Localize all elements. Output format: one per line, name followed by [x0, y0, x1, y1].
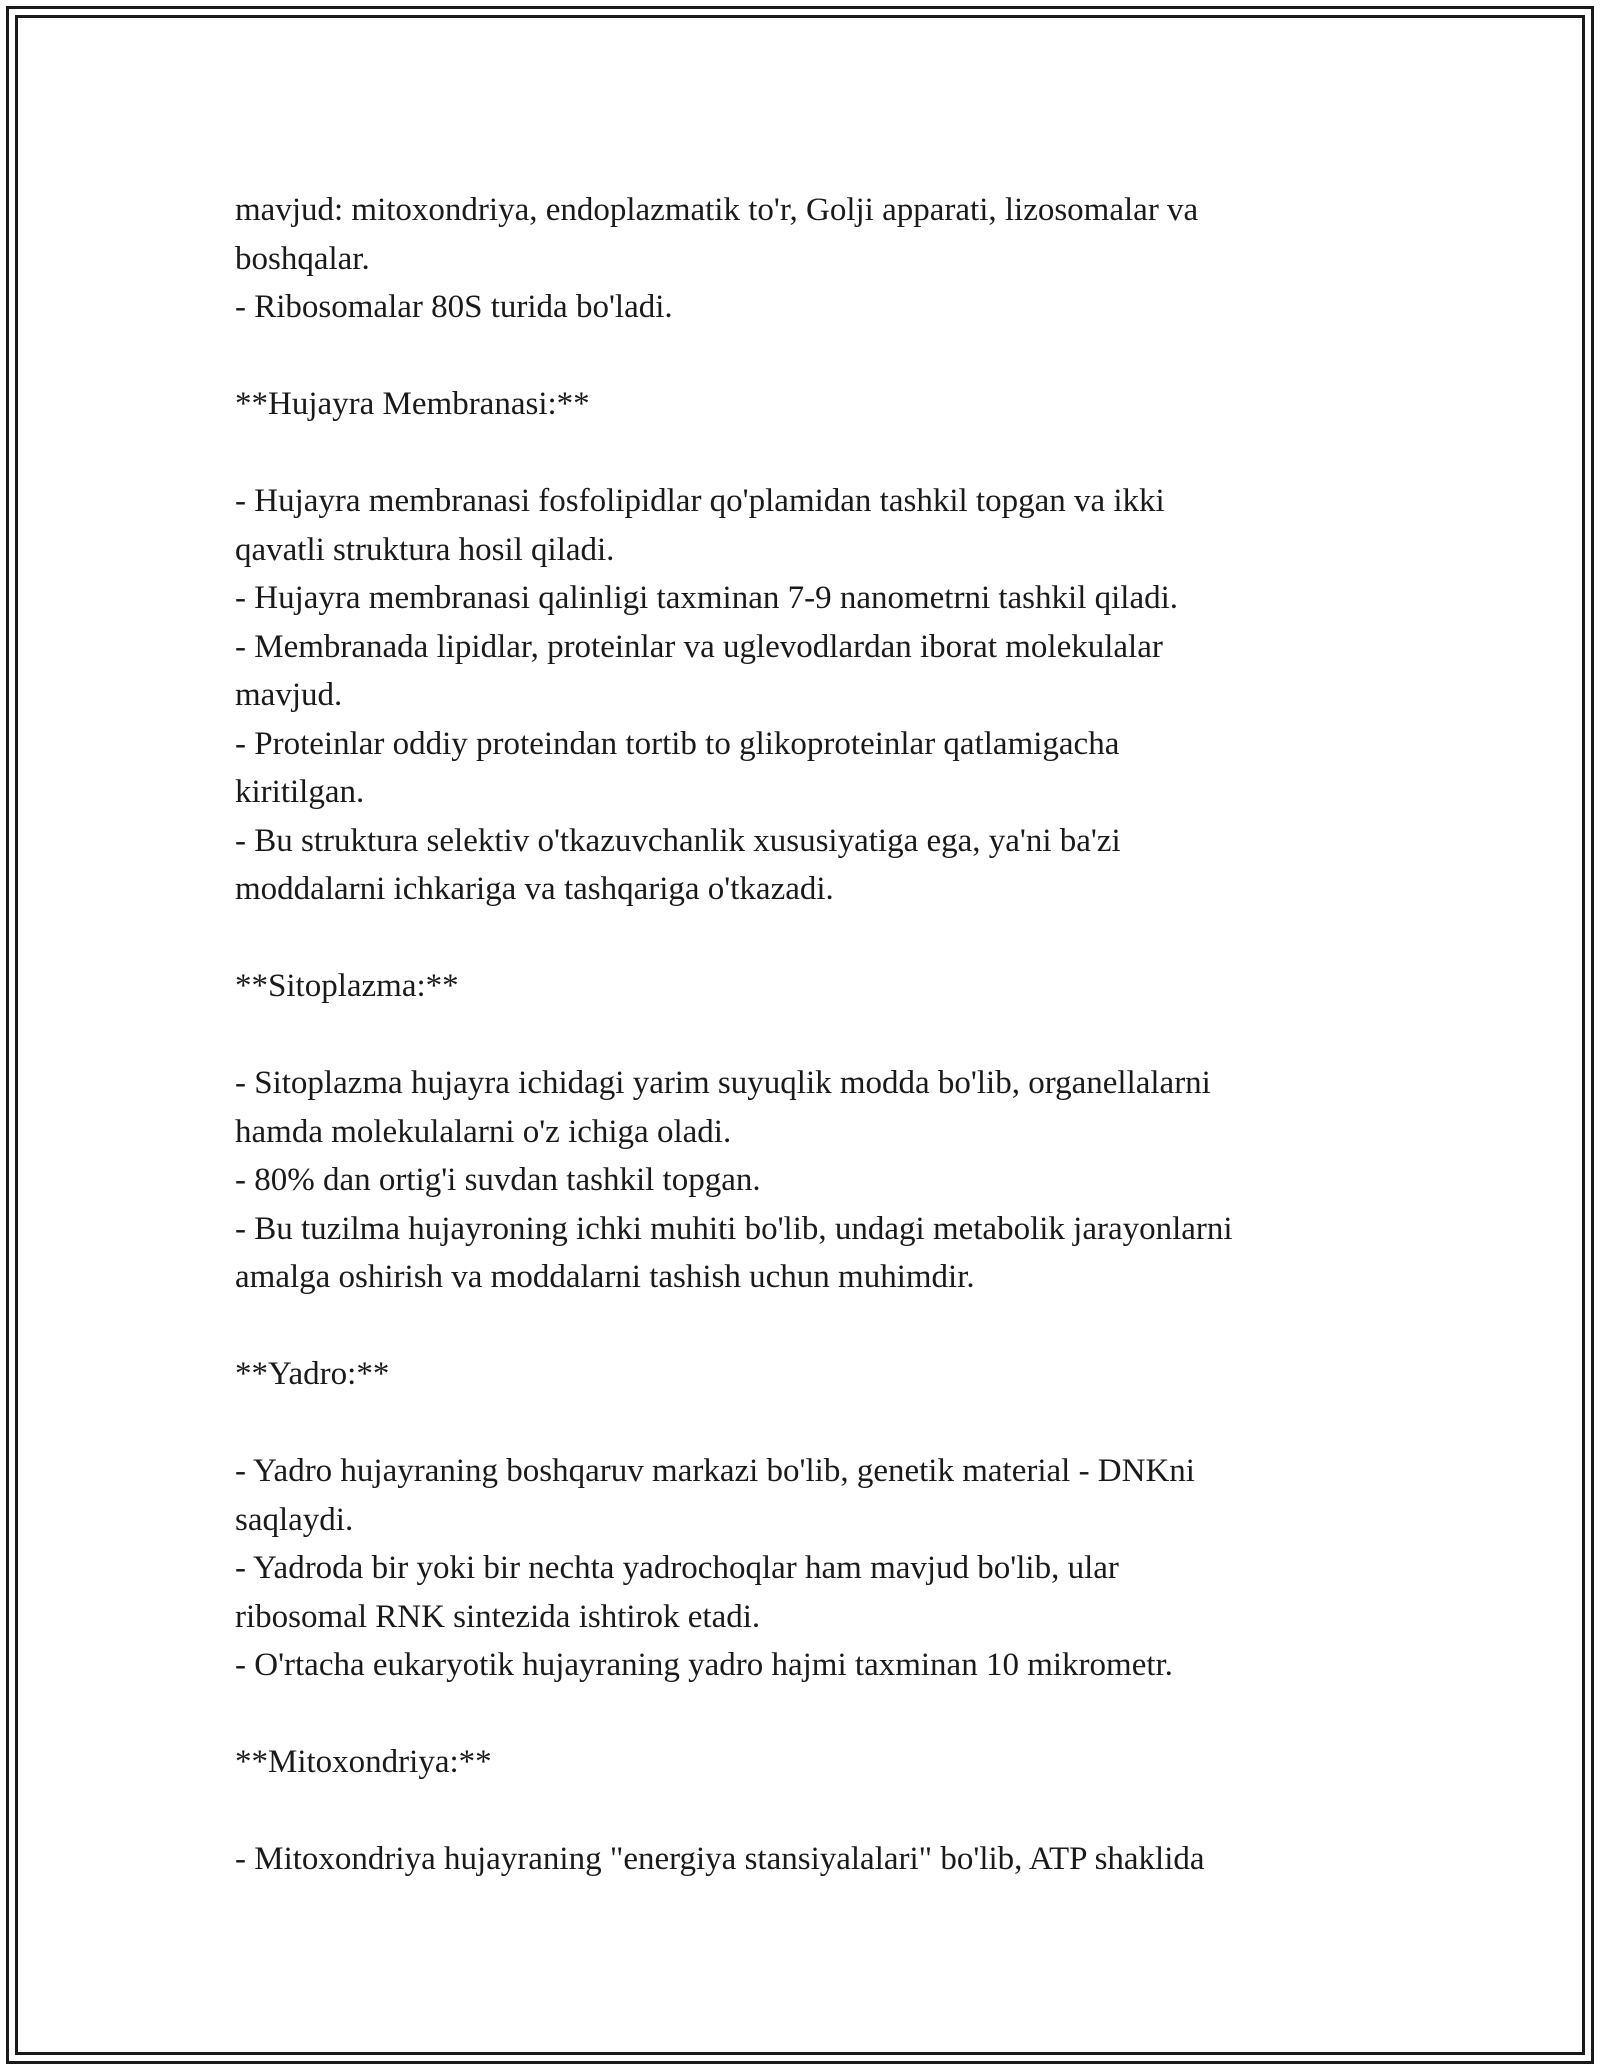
blank-line [235, 1399, 1365, 1448]
blank-line [235, 332, 1365, 381]
section-heading-membrane: **Hujayra Membranasi:** [235, 386, 590, 422]
blank-line [235, 1690, 1365, 1739]
text-line: - Membranada lipidlar, proteinlar va uglevodlardan iborat molekulalar [235, 628, 1163, 665]
section-heading-nucleus: **Yadro:** [235, 1356, 390, 1392]
text-line: ribosomal RNK sintezida ishtirok etadi. [235, 1598, 761, 1635]
text-line: - Ribosomalar 80S turida bo'ladi. [235, 289, 673, 325]
section-heading-cytoplasm: **Sitoplazma:** [235, 968, 459, 1004]
text-line: kiritilgan. [235, 774, 365, 810]
text-line: qavatli struktura hosil qiladi. [235, 531, 615, 568]
text-line: - 80% dan ortig'i suvdan tashkil topgan. [235, 1162, 761, 1198]
text-line: - O'rtacha eukaryotik hujayraning yadro hajmi taxminan 10 mikrometr. [235, 1647, 1173, 1683]
section-heading-mitochondria: **Mitoxondriya:** [235, 1744, 492, 1780]
text-line: moddalarni ichkariga va tashqariga o'tkazadi. [235, 871, 834, 907]
text-line: - Bu tuzilma hujayroning ichki muhiti bo'lib, undagi metabolik jarayonlarni [235, 1210, 1233, 1247]
text-line: - Bu struktura selektiv o'tkazuvchanlik xususiyatiga ega, ya'ni ba'zi [235, 822, 1121, 859]
text-line: amalga oshirish va moddalarni tashish uchun muhimdir. [235, 1259, 975, 1295]
text-line: - Yadroda bir yoki bir nechta yadrochoqlar ham mavjud bo'lib, ular [235, 1550, 1119, 1586]
blank-line [235, 914, 1365, 963]
blank-line [235, 1787, 1365, 1836]
text-line: - Hujayra membranasi qalinligi taxminan 7-9 nanometrni tashkil qiladi. [235, 580, 1179, 616]
text-line: - Yadro hujayraning boshqaruv markazi bo'lib, genetik material - DNKni [235, 1453, 1195, 1489]
text-line: mavjud: mitoxondriya, endoplazmatik to'r, Golji apparati, lizosomalar va [235, 192, 1199, 228]
blank-line [235, 429, 1365, 478]
text-line: saqlaydi. [235, 1501, 354, 1538]
text-line: - Proteinlar oddiy proteindan tortib to glikoproteinlar qatlamigacha [235, 725, 1120, 762]
blank-line [235, 1011, 1365, 1060]
text-line: - Hujayra membranasi fosfolipidlar qo'plamidan tashkil topgan va ikki [235, 483, 1165, 519]
text-line: - Sitoplazma hujayra ichidagi yarim suyuqlik modda bo'lib, organellalarni [235, 1065, 1211, 1101]
text-line: - Mitoxondriya hujayraning "energiya stansiyalalari" bo'lib, ATP shaklida [235, 1841, 1205, 1877]
text-line: hamda molekulalarni o'z ichiga oladi. [235, 1113, 732, 1150]
text-line: boshqalar. [235, 240, 370, 277]
document-body [235, 186, 1365, 1884]
blank-line [235, 1302, 1365, 1351]
text-line: mavjud. [235, 677, 343, 713]
